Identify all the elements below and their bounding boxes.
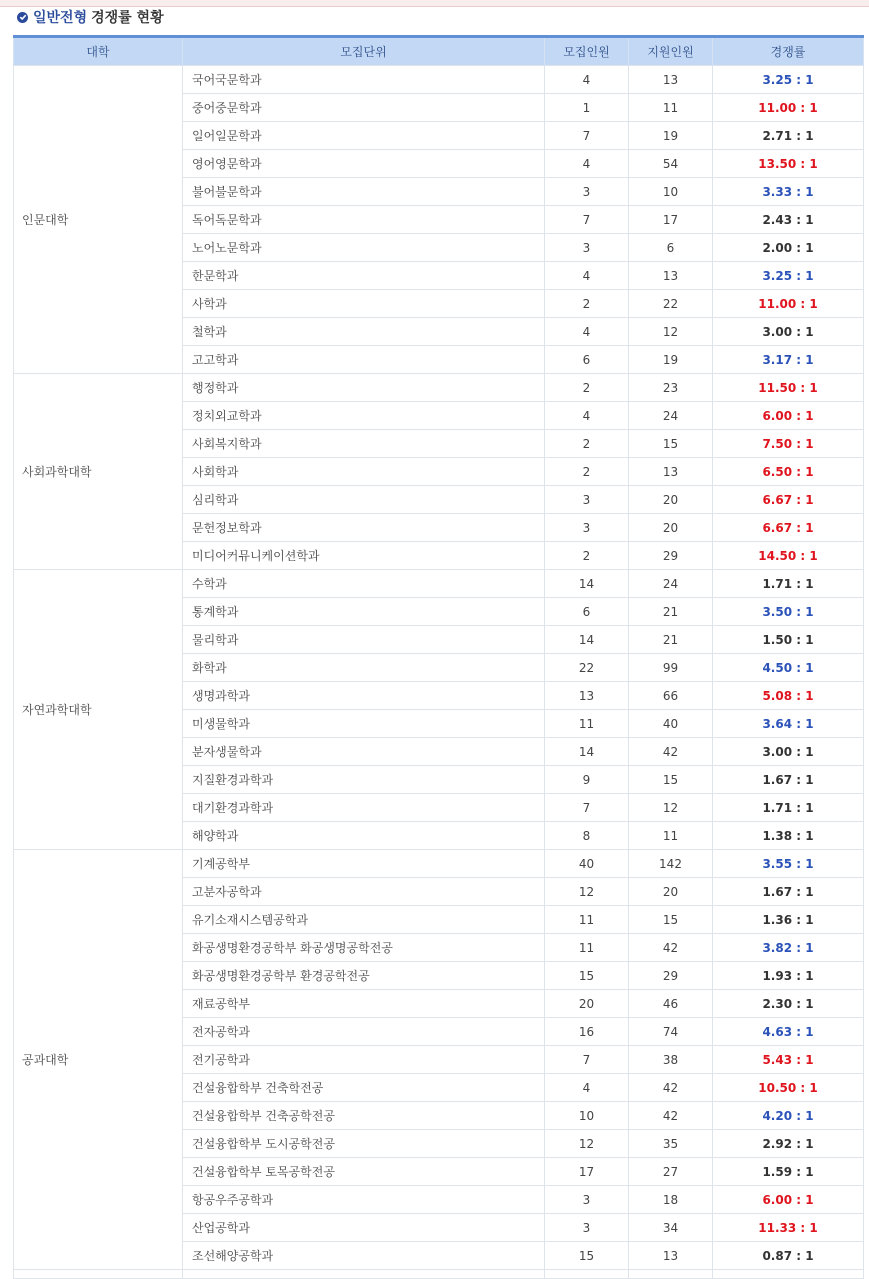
unit-cell: 노어노문학과 xyxy=(183,234,545,262)
rate-cell: 1.67 : 1 xyxy=(713,766,864,794)
rate-cell: 6.00 : 1 xyxy=(713,1186,864,1214)
rate-cell: 1.71 : 1 xyxy=(713,794,864,822)
rate-cell: 6.67 : 1 xyxy=(713,486,864,514)
unit-cell: 행정학과 xyxy=(183,374,545,402)
rate-cell: 3.82 : 1 xyxy=(713,934,864,962)
empty-cell xyxy=(545,1270,629,1279)
quota-cell: 14 xyxy=(545,626,629,654)
unit-cell: 화학과 xyxy=(183,654,545,682)
quota-cell: 3 xyxy=(545,234,629,262)
unit-cell: 항공우주공학과 xyxy=(183,1186,545,1214)
quota-cell: 16 xyxy=(545,1018,629,1046)
unit-cell: 물리학과 xyxy=(183,626,545,654)
college-cell: 공과대학 xyxy=(14,850,183,1270)
table-row xyxy=(14,66,864,94)
rate-cell: 11.33 : 1 xyxy=(713,1214,864,1242)
header-unit: 모집단위 xyxy=(183,37,545,66)
applicants-cell: 15 xyxy=(629,766,713,794)
applicants-cell: 15 xyxy=(629,430,713,458)
applicants-cell: 21 xyxy=(629,626,713,654)
unit-cell: 화공생명환경공학부 화공생명공학전공 xyxy=(183,934,545,962)
applicants-cell: 19 xyxy=(629,122,713,150)
header-college: 대학 xyxy=(14,37,183,66)
unit-cell: 통계학과 xyxy=(183,598,545,626)
rate-cell: 1.59 : 1 xyxy=(713,1158,864,1186)
quota-cell: 12 xyxy=(545,878,629,906)
empty-cell xyxy=(629,1270,713,1279)
applicants-cell: 19 xyxy=(629,346,713,374)
quota-cell: 2 xyxy=(545,290,629,318)
rate-cell: 13.50 : 1 xyxy=(713,150,864,178)
applicants-cell: 22 xyxy=(629,290,713,318)
applicants-cell: 29 xyxy=(629,542,713,570)
applicants-cell: 13 xyxy=(629,262,713,290)
rate-cell: 2.00 : 1 xyxy=(713,234,864,262)
quota-cell: 3 xyxy=(545,514,629,542)
unit-cell: 산업공학과 xyxy=(183,1214,545,1242)
empty-cell xyxy=(713,1270,864,1279)
quota-cell: 2 xyxy=(545,374,629,402)
table-row-partial xyxy=(14,1270,864,1279)
rate-cell: 3.00 : 1 xyxy=(713,738,864,766)
rate-cell: 1.67 : 1 xyxy=(713,878,864,906)
quota-cell: 1 xyxy=(545,94,629,122)
rate-cell: 3.50 : 1 xyxy=(713,598,864,626)
unit-cell: 분자생물학과 xyxy=(183,738,545,766)
quota-cell: 3 xyxy=(545,178,629,206)
college-cell: 인문대학 xyxy=(14,66,183,374)
unit-cell: 한문학과 xyxy=(183,262,545,290)
quota-cell: 4 xyxy=(545,402,629,430)
applicants-cell: 42 xyxy=(629,934,713,962)
unit-cell: 조선해양공학과 xyxy=(183,1242,545,1270)
quota-cell: 15 xyxy=(545,1242,629,1270)
quota-cell: 4 xyxy=(545,150,629,178)
applicants-cell: 46 xyxy=(629,990,713,1018)
applicants-cell: 20 xyxy=(629,878,713,906)
unit-cell: 일어일문학과 xyxy=(183,122,545,150)
quota-cell: 6 xyxy=(545,598,629,626)
table-header-row xyxy=(14,37,864,66)
unit-cell: 건설융합학부 건축학전공 xyxy=(183,1074,545,1102)
unit-cell: 불어불문학과 xyxy=(183,178,545,206)
rate-cell: 6.50 : 1 xyxy=(713,458,864,486)
applicants-cell: 40 xyxy=(629,710,713,738)
applicants-cell: 24 xyxy=(629,402,713,430)
rate-cell: 3.55 : 1 xyxy=(713,850,864,878)
quota-cell: 2 xyxy=(545,458,629,486)
empty-cell xyxy=(14,1270,183,1279)
quota-cell: 2 xyxy=(545,430,629,458)
quota-cell: 6 xyxy=(545,346,629,374)
rate-cell: 6.00 : 1 xyxy=(713,402,864,430)
unit-cell: 기계공학부 xyxy=(183,850,545,878)
unit-cell: 영어영문학과 xyxy=(183,150,545,178)
applicants-cell: 42 xyxy=(629,738,713,766)
applicants-cell: 27 xyxy=(629,1158,713,1186)
quota-cell: 15 xyxy=(545,962,629,990)
competition-rate-table-wrapper xyxy=(13,35,863,1279)
competition-rate-table xyxy=(13,35,864,1279)
rate-cell: 5.43 : 1 xyxy=(713,1046,864,1074)
section-title xyxy=(17,7,164,27)
unit-cell: 중어중문학과 xyxy=(183,94,545,122)
applicants-cell: 13 xyxy=(629,458,713,486)
rate-cell: 5.08 : 1 xyxy=(713,682,864,710)
unit-cell: 건설융합학부 토목공학전공 xyxy=(183,1158,545,1186)
rate-cell: 3.33 : 1 xyxy=(713,178,864,206)
college-cell: 사회과학대학 xyxy=(14,374,183,570)
header-applicants: 지원인원 xyxy=(629,37,713,66)
applicants-cell: 11 xyxy=(629,822,713,850)
applicants-cell: 74 xyxy=(629,1018,713,1046)
check-circle-icon xyxy=(17,12,28,23)
quota-cell: 14 xyxy=(545,570,629,598)
unit-cell: 수학과 xyxy=(183,570,545,598)
applicants-cell: 66 xyxy=(629,682,713,710)
quota-cell: 4 xyxy=(545,262,629,290)
applicants-cell: 20 xyxy=(629,514,713,542)
unit-cell: 유기소재시스템공학과 xyxy=(183,906,545,934)
top-border-strip xyxy=(0,0,869,7)
quota-cell: 3 xyxy=(545,1186,629,1214)
rate-cell: 11.50 : 1 xyxy=(713,374,864,402)
rate-cell: 1.38 : 1 xyxy=(713,822,864,850)
applicants-cell: 13 xyxy=(629,66,713,94)
rate-cell: 11.00 : 1 xyxy=(713,94,864,122)
rate-cell: 3.64 : 1 xyxy=(713,710,864,738)
applicants-cell: 24 xyxy=(629,570,713,598)
quota-cell: 7 xyxy=(545,206,629,234)
rate-cell: 4.63 : 1 xyxy=(713,1018,864,1046)
applicants-cell: 10 xyxy=(629,178,713,206)
unit-cell: 재료공학부 xyxy=(183,990,545,1018)
unit-cell: 사학과 xyxy=(183,290,545,318)
header-rate: 경쟁률 xyxy=(713,37,864,66)
rate-cell: 3.25 : 1 xyxy=(713,66,864,94)
applicants-cell: 34 xyxy=(629,1214,713,1242)
applicants-cell: 99 xyxy=(629,654,713,682)
quota-cell: 3 xyxy=(545,1214,629,1242)
unit-cell: 심리학과 xyxy=(183,486,545,514)
quota-cell: 20 xyxy=(545,990,629,1018)
applicants-cell: 29 xyxy=(629,962,713,990)
rate-cell: 3.00 : 1 xyxy=(713,318,864,346)
applicants-cell: 12 xyxy=(629,318,713,346)
applicants-cell: 54 xyxy=(629,150,713,178)
title-text: 경쟁률 현황 xyxy=(91,10,164,26)
rate-cell: 1.71 : 1 xyxy=(713,570,864,598)
applicants-cell: 6 xyxy=(629,234,713,262)
applicants-cell: 18 xyxy=(629,1186,713,1214)
applicants-cell: 35 xyxy=(629,1130,713,1158)
unit-cell: 지질환경과학과 xyxy=(183,766,545,794)
rate-cell: 2.43 : 1 xyxy=(713,206,864,234)
rate-cell: 3.17 : 1 xyxy=(713,346,864,374)
quota-cell: 8 xyxy=(545,822,629,850)
unit-cell: 건설융합학부 도시공학전공 xyxy=(183,1130,545,1158)
quota-cell: 40 xyxy=(545,850,629,878)
quota-cell: 14 xyxy=(545,738,629,766)
rate-cell: 1.36 : 1 xyxy=(713,906,864,934)
empty-cell xyxy=(183,1270,545,1279)
rate-cell: 1.50 : 1 xyxy=(713,626,864,654)
table-row xyxy=(14,570,864,598)
unit-cell: 정치외교학과 xyxy=(183,402,545,430)
rate-cell: 2.30 : 1 xyxy=(713,990,864,1018)
quota-cell: 17 xyxy=(545,1158,629,1186)
applicants-cell: 21 xyxy=(629,598,713,626)
rate-cell: 6.67 : 1 xyxy=(713,514,864,542)
rate-cell: 0.87 : 1 xyxy=(713,1242,864,1270)
unit-cell: 사회학과 xyxy=(183,458,545,486)
quota-cell: 4 xyxy=(545,1074,629,1102)
unit-cell: 미생물학과 xyxy=(183,710,545,738)
unit-cell: 화공생명환경공학부 환경공학전공 xyxy=(183,962,545,990)
table-row xyxy=(14,850,864,878)
title-accent: 일반전형 xyxy=(33,10,88,26)
unit-cell: 사회복지학과 xyxy=(183,430,545,458)
applicants-cell: 20 xyxy=(629,486,713,514)
rate-cell: 4.20 : 1 xyxy=(713,1102,864,1130)
rate-cell: 2.92 : 1 xyxy=(713,1130,864,1158)
applicants-cell: 15 xyxy=(629,906,713,934)
unit-cell: 전자공학과 xyxy=(183,1018,545,1046)
applicants-cell: 42 xyxy=(629,1074,713,1102)
applicants-cell: 142 xyxy=(629,850,713,878)
quota-cell: 11 xyxy=(545,710,629,738)
quota-cell: 12 xyxy=(545,1130,629,1158)
unit-cell: 전기공학과 xyxy=(183,1046,545,1074)
rate-cell: 10.50 : 1 xyxy=(713,1074,864,1102)
quota-cell: 7 xyxy=(545,1046,629,1074)
quota-cell: 2 xyxy=(545,542,629,570)
unit-cell: 철학과 xyxy=(183,318,545,346)
applicants-cell: 12 xyxy=(629,794,713,822)
unit-cell: 독어독문학과 xyxy=(183,206,545,234)
table-body xyxy=(14,66,864,1279)
quota-cell: 10 xyxy=(545,1102,629,1130)
unit-cell: 고분자공학과 xyxy=(183,878,545,906)
quota-cell: 4 xyxy=(545,318,629,346)
unit-cell: 생명과학과 xyxy=(183,682,545,710)
unit-cell: 국어국문학과 xyxy=(183,66,545,94)
quota-cell: 9 xyxy=(545,766,629,794)
applicants-cell: 38 xyxy=(629,1046,713,1074)
quota-cell: 11 xyxy=(545,906,629,934)
quota-cell: 3 xyxy=(545,486,629,514)
table-row xyxy=(14,374,864,402)
unit-cell: 문헌정보학과 xyxy=(183,514,545,542)
unit-cell: 대기환경과학과 xyxy=(183,794,545,822)
applicants-cell: 23 xyxy=(629,374,713,402)
unit-cell: 고고학과 xyxy=(183,346,545,374)
rate-cell: 2.71 : 1 xyxy=(713,122,864,150)
applicants-cell: 11 xyxy=(629,94,713,122)
unit-cell: 미디어커뮤니케이션학과 xyxy=(183,542,545,570)
quota-cell: 4 xyxy=(545,66,629,94)
applicants-cell: 13 xyxy=(629,1242,713,1270)
rate-cell: 11.00 : 1 xyxy=(713,290,864,318)
rate-cell: 7.50 : 1 xyxy=(713,430,864,458)
rate-cell: 1.93 : 1 xyxy=(713,962,864,990)
quota-cell: 11 xyxy=(545,934,629,962)
college-cell: 자연과학대학 xyxy=(14,570,183,850)
unit-cell: 건설융합학부 건축공학전공 xyxy=(183,1102,545,1130)
rate-cell: 3.25 : 1 xyxy=(713,262,864,290)
applicants-cell: 17 xyxy=(629,206,713,234)
unit-cell: 해양학과 xyxy=(183,822,545,850)
quota-cell: 22 xyxy=(545,654,629,682)
rate-cell: 4.50 : 1 xyxy=(713,654,864,682)
quota-cell: 7 xyxy=(545,794,629,822)
quota-cell: 7 xyxy=(545,122,629,150)
quota-cell: 13 xyxy=(545,682,629,710)
applicants-cell: 42 xyxy=(629,1102,713,1130)
header-quota: 모집인원 xyxy=(545,37,629,66)
rate-cell: 14.50 : 1 xyxy=(713,542,864,570)
